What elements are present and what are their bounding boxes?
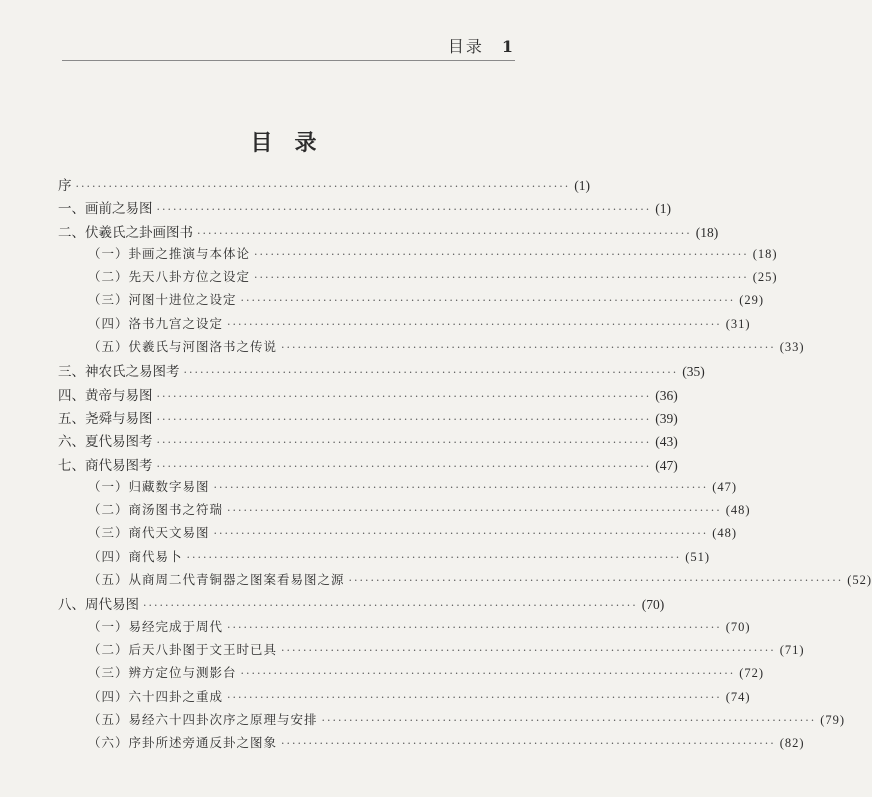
toc-entry-page: (72) (739, 666, 765, 681)
toc-entry-label: （五）易经六十四卦次序之原理与安排 (88, 711, 318, 727)
toc-leader-dots: ·························································································· (348, 574, 844, 588)
toc-entry-label: 七、商代易图考 (58, 457, 153, 474)
header-title: 目录 (447, 37, 484, 56)
toc-subentry[interactable] (58, 244, 778, 267)
toc-subentry[interactable] (58, 687, 751, 710)
toc-entry-label: （一）易经完成于周代 (88, 618, 224, 634)
toc-leader-dots: ·························································································· (254, 247, 749, 261)
toc-entry-label: （三）商代天文易图 (88, 525, 210, 541)
toc-entry-page: (18) (695, 224, 719, 240)
toc-subentry[interactable] (58, 733, 805, 756)
toc-subentry[interactable] (58, 267, 778, 290)
toc-entry[interactable] (58, 384, 678, 407)
toc-entry-label: （一）归藏数字易图 (88, 478, 210, 494)
toc-leader-dots: ·························································································· (197, 226, 692, 240)
toc-entry-page: (18) (752, 246, 778, 261)
toc-entry-page: (25) (752, 270, 778, 285)
toc-subentry[interactable] (58, 500, 751, 523)
toc-leader-dots: ·························································································· (156, 436, 652, 450)
toc-leader-dots: ·························································································· (281, 341, 776, 355)
toc-entry-label: 六、夏代易图考 (58, 434, 153, 451)
toc-subentry[interactable] (58, 337, 805, 360)
toc-leader-dots: ·························································································· (186, 550, 682, 564)
toc-entry-label: （二）先天八卦方位之设定 (88, 269, 251, 285)
toc-leader-dots: ·························································································· (254, 271, 749, 285)
toc-entry-label: 五、尧舜与易图 (58, 410, 153, 427)
toc-subentry[interactable] (58, 314, 751, 337)
toc-entry-label: 八、周代易图 (58, 597, 139, 614)
toc-leader-dots: ·························································································· (156, 389, 652, 403)
toc-entry[interactable] (58, 197, 671, 220)
toc-subentry[interactable] (58, 570, 872, 593)
toc-leader-dots: ·························································································· (213, 480, 709, 494)
table-of-contents (58, 174, 872, 756)
toc-entry-label: （三）辨方定位与测影台 (88, 665, 237, 681)
toc-entry-label: 一、画前之易图 (58, 201, 153, 218)
toc-entry[interactable] (58, 174, 590, 197)
toc-subentry[interactable] (58, 290, 765, 313)
toc-entry-label: （六）序卦所述旁通反卦之图象 (88, 735, 278, 751)
toc-leader-dots: ·························································································· (183, 366, 679, 380)
header-divider (62, 60, 515, 61)
toc-entry[interactable] (58, 430, 678, 453)
toc-leader-dots: ·························································································· (156, 203, 652, 217)
header-page-number: 1 (501, 37, 515, 56)
toc-entry-page: (47) (655, 457, 678, 473)
toc-entry-page: (39) (655, 410, 678, 426)
toc-entry-label: 二、伏羲氏之卦画图书 (58, 224, 193, 241)
toc-leader-dots: ·························································································· (281, 737, 776, 751)
toc-entry-page: (48) (725, 503, 751, 518)
toc-leader-dots: ·························································································· (227, 620, 722, 634)
toc-subentry[interactable] (58, 477, 738, 500)
toc-entry-page: (71) (779, 642, 805, 657)
toc-entry-page: (74) (725, 689, 751, 704)
toc-leader-dots: ·························································································· (227, 317, 722, 331)
toc-leader-dots: ·························································································· (240, 294, 736, 308)
toc-leader-dots: ·························································································· (227, 504, 722, 518)
toc-subentry[interactable] (58, 640, 805, 663)
toc-entry-page: (35) (682, 364, 705, 380)
toc-leader-dots: ·························································································· (213, 527, 709, 541)
running-header (448, 34, 515, 57)
toc-entry-label: （五）从商周二代青铜器之图案看易图之源 (88, 572, 345, 588)
toc-entry-page: (48) (712, 526, 738, 541)
toc-subentry[interactable] (58, 523, 738, 546)
toc-leader-dots: ·························································································· (240, 667, 736, 681)
toc-leader-dots: ·························································································· (75, 180, 571, 193)
toc-leader-dots: ·························································································· (143, 599, 638, 613)
toc-entry-label: 序 (58, 178, 72, 194)
toc-entry-label: （五）伏羲氏与河图洛书之传说 (88, 339, 278, 355)
toc-entry[interactable] (58, 407, 678, 430)
toc-entry-page: (70) (641, 597, 665, 613)
toc-entry-page: (79) (820, 712, 846, 727)
toc-entry-label: （四）洛书九宫之设定 (88, 315, 224, 331)
toc-entry-page: (82) (779, 736, 805, 751)
toc-entry-page: (1) (655, 201, 671, 217)
toc-entry-label: （三）河图十进位之设定 (88, 292, 237, 308)
toc-leader-dots: ·························································································· (227, 690, 722, 704)
toc-entry-page: (52) (847, 573, 872, 588)
toc-entry-label: （四）六十四卦之重成 (88, 688, 224, 704)
toc-entry-page: (36) (655, 387, 678, 403)
toc-entry[interactable] (58, 454, 678, 477)
toc-leader-dots: ·························································································· (281, 643, 776, 657)
toc-entry-page: (70) (725, 619, 751, 634)
toc-entry-label: （一）卦画之推演与本体论 (88, 245, 251, 261)
toc-entry-label: （四）商代易卜 (88, 548, 183, 564)
toc-entry-page: (29) (739, 293, 765, 308)
toc-entry-page: (1) (574, 178, 590, 193)
toc-subentry[interactable] (58, 663, 765, 686)
toc-leader-dots: ·························································································· (321, 713, 817, 727)
toc-entry-label: 四、黄帝与易图 (58, 387, 153, 404)
toc-subentry[interactable] (58, 547, 711, 570)
toc-entry[interactable] (58, 360, 705, 383)
page-title: 目录 (250, 130, 339, 156)
toc-subentry[interactable] (58, 710, 846, 733)
toc-leader-dots: ·························································································· (156, 412, 652, 426)
toc-entry[interactable] (58, 221, 719, 244)
toc-entry-page: (51) (685, 549, 711, 564)
toc-entry-label: 三、神农氏之易图考 (58, 364, 180, 381)
toc-entry-label: （二）后天八卦图于文王时已具 (88, 641, 278, 657)
toc-entry-page: (33) (779, 340, 805, 355)
toc-entry-page: (31) (725, 316, 751, 331)
toc-leader-dots: ·························································································· (156, 459, 652, 473)
toc-entry-label: （二）商汤图书之符瑞 (88, 502, 224, 518)
toc-entry-page: (43) (655, 434, 678, 450)
toc-entry-page: (47) (712, 479, 738, 494)
toc-entry[interactable] (58, 593, 665, 616)
toc-subentry[interactable] (58, 617, 751, 640)
